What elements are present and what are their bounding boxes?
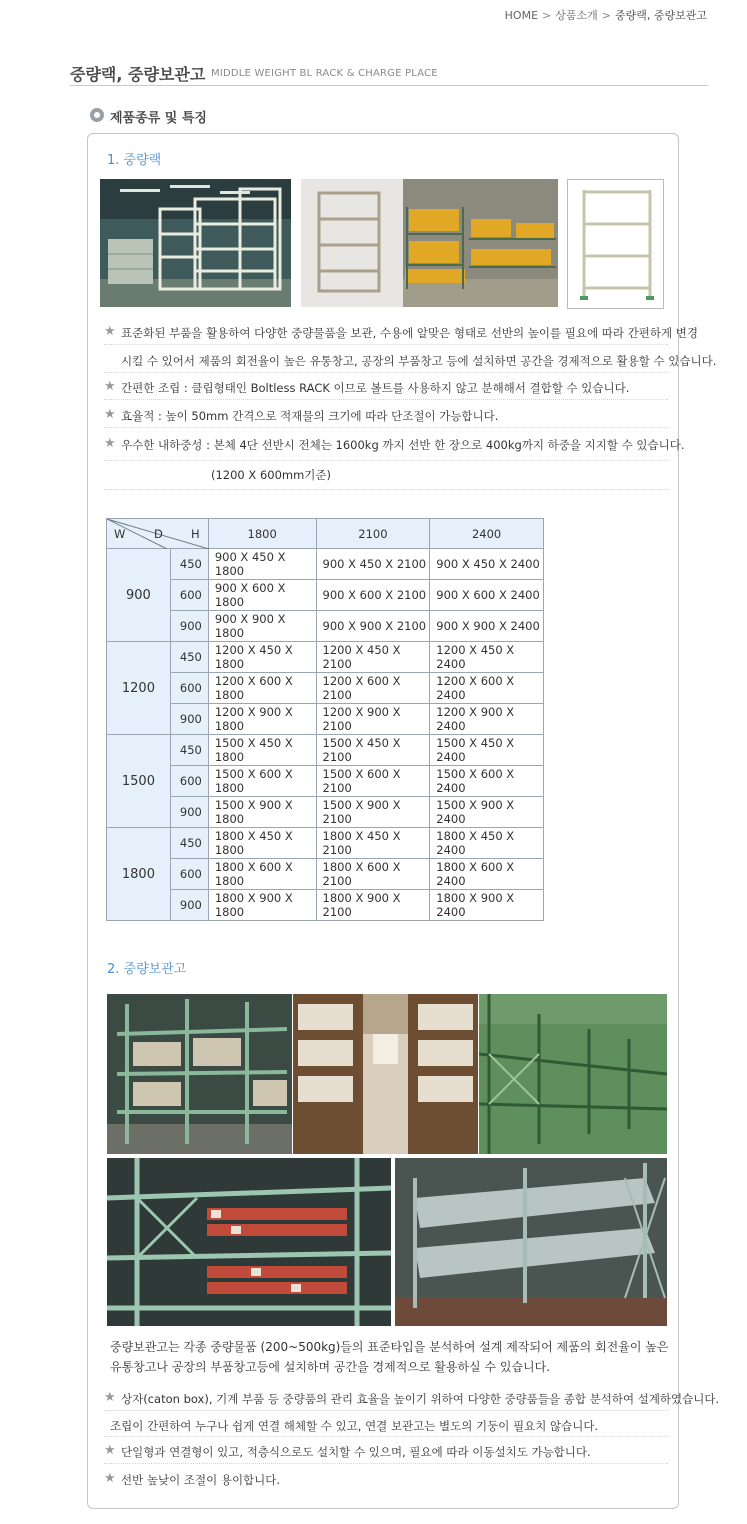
size-cell: 1200 X 900 X 2100 <box>316 704 430 735</box>
depth-cell: 900 <box>170 890 208 921</box>
depth-cell: 600 <box>170 580 208 611</box>
width-cell: 1800 <box>107 828 171 921</box>
size-cell: 1200 X 900 X 2400 <box>430 704 544 735</box>
chevron-right-icon: > <box>601 9 611 22</box>
size-cell: 1500 X 450 X 2100 <box>316 735 430 766</box>
size-cell: 900 X 450 X 2100 <box>316 549 430 580</box>
size-cell: 1800 X 600 X 2100 <box>316 859 430 890</box>
size-cell: 900 X 600 X 2400 <box>430 580 544 611</box>
size-cell: 1200 X 600 X 1800 <box>208 673 316 704</box>
depth-cell: 450 <box>170 735 208 766</box>
storage-photo-2 <box>293 994 478 1154</box>
table-row <box>107 580 544 611</box>
table-row <box>107 766 544 797</box>
storage-photo-1 <box>107 994 292 1154</box>
corner-h: H <box>191 527 200 541</box>
divider <box>104 1410 668 1411</box>
divider <box>104 372 668 373</box>
rack-photo-loaded <box>301 179 558 307</box>
table-row <box>107 549 544 580</box>
depth-cell: 450 <box>170 549 208 580</box>
page-title-bar <box>70 60 708 86</box>
size-cell: 900 X 450 X 1800 <box>208 549 316 580</box>
breadcrumb-home[interactable]: HOME <box>504 9 539 22</box>
star-icon: ★ <box>104 1443 116 1458</box>
size-cell: 1500 X 600 X 2100 <box>316 766 430 797</box>
size-cell: 1500 X 900 X 1800 <box>208 797 316 828</box>
table-row <box>107 828 544 859</box>
size-cell: 900 X 900 X 1800 <box>208 611 316 642</box>
depth-cell: 900 <box>170 704 208 735</box>
storage-intro <box>110 1337 670 1377</box>
depth-cell: 900 <box>170 611 208 642</box>
size-cell: 1200 X 600 X 2400 <box>430 673 544 704</box>
storage-intro-line: 유통창고나 공장의 부품창고등에 설치하며 공간을 경제적으로 활용하실 수 있습니다. <box>110 1360 551 1374</box>
size-cell: 900 X 900 X 2100 <box>316 611 430 642</box>
corner-d: D <box>154 527 163 541</box>
table-row <box>107 673 544 704</box>
table-row <box>107 797 544 828</box>
size-cell: 900 X 450 X 2400 <box>430 549 544 580</box>
bullet-circle-icon <box>90 108 104 122</box>
page-subtitle: MIDDLE WEIGHT BL RACK & CHARGE PLACE <box>211 68 438 79</box>
size-cell: 1500 X 900 X 2100 <box>316 797 430 828</box>
table-row <box>107 704 544 735</box>
width-cell: 1200 <box>107 642 171 735</box>
column-header: 2100 <box>316 519 430 549</box>
storage-photo-5 <box>395 1158 667 1326</box>
divider <box>104 344 668 345</box>
chevron-right-icon: > <box>542 9 552 22</box>
rack-photo-warehouse <box>100 179 291 307</box>
depth-cell: 450 <box>170 642 208 673</box>
width-cell: 900 <box>107 549 171 642</box>
divider <box>104 427 668 428</box>
size-cell: 1200 X 450 X 2100 <box>316 642 430 673</box>
corner-w: W <box>114 527 126 541</box>
size-cell: 1800 X 450 X 2400 <box>430 828 544 859</box>
size-cell: 1800 X 600 X 1800 <box>208 859 316 890</box>
column-header: 2400 <box>430 519 544 549</box>
rack-heading: 1. 중량랙 <box>107 153 162 168</box>
section-label: 제품종류 및 특징 <box>110 111 207 126</box>
star-icon: ★ <box>104 436 116 451</box>
rack-photo-single <box>567 179 664 309</box>
width-cell: 1500 <box>107 735 171 828</box>
size-cell: 1200 X 450 X 1800 <box>208 642 316 673</box>
size-cell: 1500 X 900 X 2400 <box>430 797 544 828</box>
size-cell: 1800 X 900 X 1800 <box>208 890 316 921</box>
table-row <box>107 859 544 890</box>
star-icon: ★ <box>104 1390 116 1405</box>
size-cell: 1200 X 600 X 2100 <box>316 673 430 704</box>
breadcrumb-current: 중량랙, 중량보관고 <box>614 9 707 22</box>
table-row <box>107 611 544 642</box>
star-icon: ★ <box>104 379 116 394</box>
size-cell: 1200 X 900 X 1800 <box>208 704 316 735</box>
depth-cell: 600 <box>170 673 208 704</box>
column-header: 1800 <box>208 519 316 549</box>
divider <box>104 1463 668 1464</box>
star-icon: ★ <box>104 407 116 422</box>
depth-cell: 600 <box>170 859 208 890</box>
size-cell: 1500 X 600 X 2400 <box>430 766 544 797</box>
rack-size-table <box>106 518 544 921</box>
divider <box>104 489 668 490</box>
breadcrumb-products[interactable]: 상품소개 <box>555 9 598 22</box>
divider <box>104 1436 668 1437</box>
size-cell: 1800 X 900 X 2100 <box>316 890 430 921</box>
storage-photo-4 <box>107 1158 391 1326</box>
depth-cell: 450 <box>170 828 208 859</box>
table-row <box>107 735 544 766</box>
storage-intro-line: 중량보관고는 각종 중량물품 (200~500kg)들의 표준타입을 분석하여 설계 제작되어 제품의 회전율이 높은 <box>110 1340 669 1354</box>
size-cell: 1200 X 450 X 2400 <box>430 642 544 673</box>
table-row <box>107 890 544 921</box>
size-cell: 1800 X 450 X 2100 <box>316 828 430 859</box>
size-cell: 900 X 900 X 2400 <box>430 611 544 642</box>
star-icon: ★ <box>104 324 116 339</box>
divider <box>104 399 668 400</box>
size-cell: 1500 X 450 X 1800 <box>208 735 316 766</box>
storage-heading: 2. 중량보관고 <box>107 962 187 977</box>
size-cell: 1500 X 600 X 1800 <box>208 766 316 797</box>
size-cell: 1800 X 600 X 2400 <box>430 859 544 890</box>
size-cell: 1800 X 900 X 2400 <box>430 890 544 921</box>
page-title: 중량랙, 중량보관고 <box>70 65 206 84</box>
size-cell: 1800 X 450 X 1800 <box>208 828 316 859</box>
size-cell: 1500 X 450 X 2400 <box>430 735 544 766</box>
size-cell: 900 X 600 X 2100 <box>316 580 430 611</box>
divider <box>104 460 668 461</box>
star-icon: ★ <box>104 1471 116 1486</box>
size-cell: 900 X 600 X 1800 <box>208 580 316 611</box>
storage-photo-3 <box>479 994 667 1154</box>
table-row <box>107 642 544 673</box>
depth-cell: 600 <box>170 766 208 797</box>
breadcrumb <box>505 7 707 23</box>
table-corner-header <box>107 519 209 549</box>
depth-cell: 900 <box>170 797 208 828</box>
